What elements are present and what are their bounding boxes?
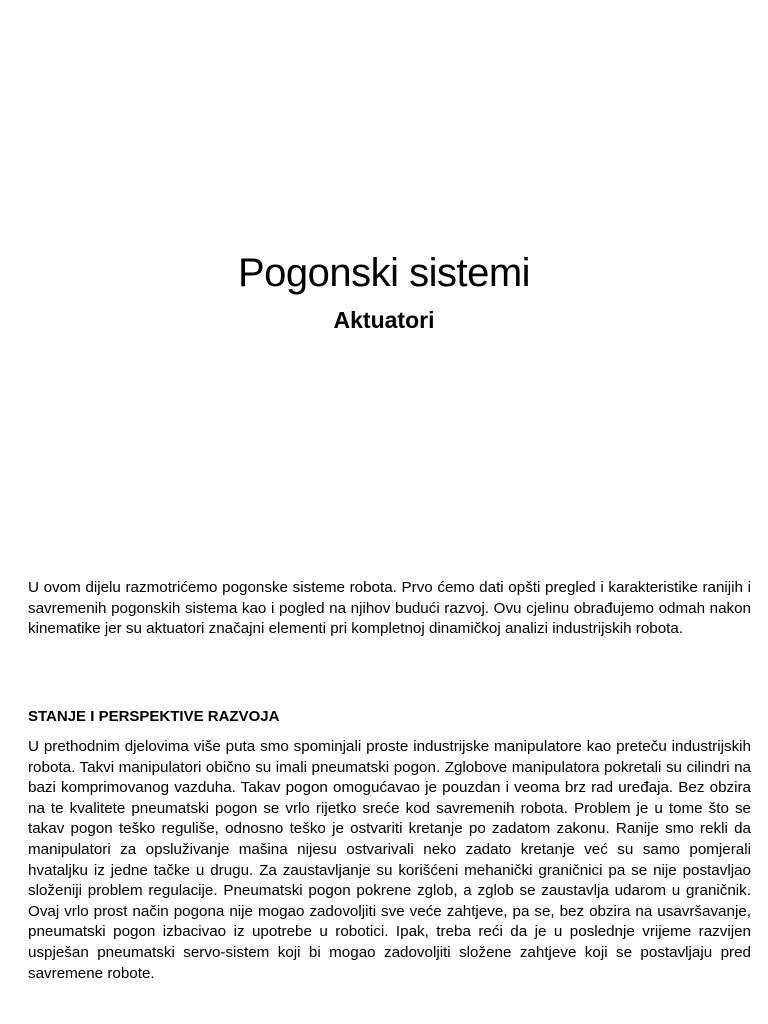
page-title: Pogonski sistemi (237, 250, 531, 295)
intro-paragraph: U ovom dijelu razmotrićemo pogonske sisteme robota. Prvo ćemo dati opšti pregled i karakteristike ranijih i savremenih pogonskih sistema kao i pogled na njihov budući razvoj. Ovu cjelinu obrađujemo odmah nakon kinematike jer su aktuatori značajni elementi pri kompletnoj dinamičkoj analizi industrijskih robota. (28, 579, 751, 638)
page-subtitle: Aktuatori (333, 307, 435, 334)
section-heading: STANJE I PERSPEKTIVE RAZVOJA (28, 708, 280, 725)
section-paragraph: U prethodnim djelovima više puta smo spominjali proste industrijske manipulatore kao preteču industrijskih robota. Takvi manipulatori obično su imali pneumatski pogon. Zglobove manipulatora pokretali su cilindri na bazi komprimovanog vazduha. Takav pogon omogućavao je pouzdan i veoma brz rad uređaja. Bez obzira na te kvalitete pneumatski pogon se vrlo rijetko sreće kod savremenih robota. Problem je u tome što se takav pogon teško reguliše, odnosno teško je ostvariti kretanje po zadatom zakonu. Ranije smo rekli da manipulatori za opsluživanje mašina nijesu ostvarivali neko zadato kretanje već su samo pomjerali hvataljku iz jedne tačke u drugu. Za zaustavljanje su korišćeni mehanički graničnici pa se nije postavljao složeniji problem regulacije. Pneumatski pogon pokrene zglob, a zglob se zaustavlja udarom u graničnik. Ovaj vrlo prost način pogona nije mogao zadovoljiti sve veće zahtjeve, pa se, bez obzira na usavršavanje, pneumatski pogon izbacivao iz upotrebe u robotici. Ipak, treba reći da je u poslednje vrijeme razvijen uspješan pneumatski servo-sistem koji bi mogao zadovoljiti složene zahtjeve koji se postavljaju pred savremene robote. (28, 738, 751, 982)
